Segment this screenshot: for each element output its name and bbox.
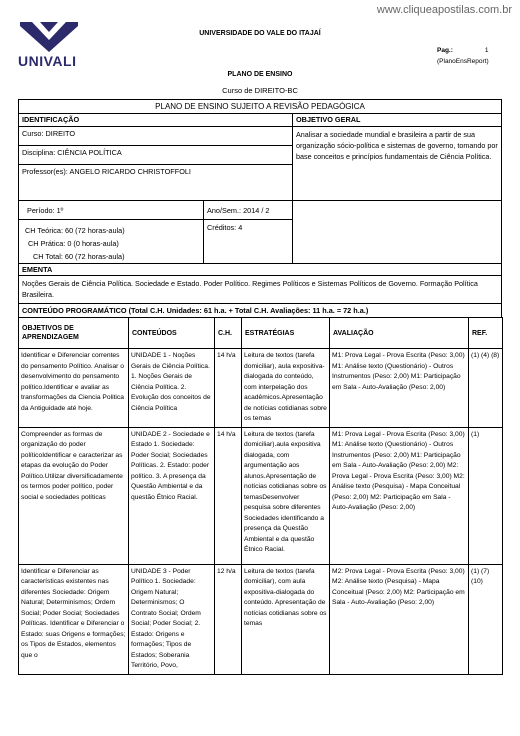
cell-ch: 14 h/a xyxy=(215,349,242,428)
periodo-label: Período: xyxy=(27,206,55,215)
cell-estrategias: Leitura de textos (tarefa domiciliar), com aula expositiva-dialogada do conteúdo. Apresentação de notícias cotidianas sobre os temas xyxy=(242,564,330,674)
table-header-row xyxy=(19,318,503,349)
header-conteudos: CONTEÚDOS xyxy=(129,318,215,349)
periodo-value: 1º xyxy=(56,206,64,215)
cell-estrategias: Leitura de textos (tarefa domiciliar).aula expositiva dialogada, com argumentação aos alunos.Apresentação de notícias cotidianas sobre os temasDesenvolver pesquisa sobre diferentes Sociedades identificando a presença da Questão Ambiental e da questão Étnico Racial. xyxy=(242,427,330,564)
disciplina-label: Disciplina: xyxy=(22,148,56,157)
table-row xyxy=(19,427,503,564)
ch-total-label: CH Total: xyxy=(33,252,63,261)
curso-label: Curso: xyxy=(22,129,44,138)
curso-value: DIREITO xyxy=(45,129,75,138)
ch-pratica-row xyxy=(25,237,197,250)
header-ch: C.H. xyxy=(215,318,242,349)
cell-ch: 12 h/a xyxy=(215,564,242,674)
ch-total-row xyxy=(25,250,197,263)
cell-objetivos: Identificar e Diferenciar correntes do pensamento Político. Analisar o desenvolvimento do pensamento político.Identificar e avaliar as transformações da Ciencia Politica da Antiguidade até hoje. xyxy=(19,349,129,428)
objetivo-geral-text: Analisar a sociedade mundial e brasileira a partir de sua organização sócio-política e sistemas de governo, tomando por base conceitos e princípios fundamentais de Ciência Política. xyxy=(292,126,502,201)
disciplina-field xyxy=(18,145,293,165)
cell-objetivos: Compreender as formas de organização do poder políticoIdentificar e caracterizar as etapas da evolução do Poder Político.Utilizar diversificadamente os termos poder político, poder social e sociedades políticas xyxy=(19,427,129,564)
main-title: PLANO DE ENSINO SUJEITO A REVISÃO PEDAGÓGICA xyxy=(18,99,502,114)
creditos-label: Créditos: xyxy=(207,223,237,232)
page-indicator xyxy=(437,47,489,54)
cell-avaliacao: M2: Prova Legal - Prova Escrita (Peso: 3,00) M2: Análise texto (Pesquisa) - Mapa Conceitual (Peso: 2,00) M2: Participação em Sala - Auto-Avaliação (Peso: 2,00) xyxy=(330,564,469,674)
ch-teorica-row xyxy=(25,224,197,237)
conteudo-programatico-heading: CONTEÚDO PROGRAMÁTICO (Total C.H. Unidades: 61 h.a. + Total C.H. Avaliações: 11 h.a. = 72 h.a.) xyxy=(18,303,502,318)
ementa-heading: EMENTA xyxy=(18,263,502,276)
header-ref: REF. xyxy=(469,318,503,349)
cell-avaliacao: M1: Prova Legal - Prova Escrita (Peso: 3,00) M1: Análise texto (Questionário) - Outros Instrumentos (Peso: 2,00) M1: Participação em Sala - Auto-Avaliação (Peso: 2,00) M2: Prova Legal - Prova Escrita (Peso: 3,00) M2: Análise texto (Pesquisa) - Mapa Conceitual (Peso: 2,00) M2: Participação em Sala - Auto-Avaliação (Peso: 2,00) xyxy=(330,427,469,564)
cell-conteudos: UNIDADE 1 - Noções Gerais de Ciência Política. 1. Noções Gerais de Ciência Política. 2. Evolução dos conceitos de Ciência Política xyxy=(129,349,215,428)
professor-field xyxy=(18,164,293,201)
ementa-text: Noções Gerais de Ciência Política. Sociedade e Estado. Poder Político. Regimes Políticos e Sistemas Políticos de Governo. Formação Política Brasileira. xyxy=(18,275,502,304)
university-name: UNIVERSIDADE DO VALE DO ITAJAÍ xyxy=(199,30,321,37)
carga-horaria-field xyxy=(18,219,204,264)
header-avaliacao: AVALIAÇÃO xyxy=(330,318,469,349)
cell-objetivos: Identificar e Diferenciar as características existentes nas diferentes Sociedade: Origem Natural; Determinismos; Ordem Social; Poder Social; Sociedades Políticas. Identificar e Diferenciar o Estado: suas Origens e formações; os Tipos de Estados, elementos que o xyxy=(19,564,129,674)
ch-total-value: 60 (72 horas-aula) xyxy=(64,252,125,261)
table-row xyxy=(19,564,503,674)
professor-value: ANGELO RICARDO CHRISTOFFOLI xyxy=(69,167,191,176)
cell-conteudos: UNIDADE 3 - Poder Político 1. Sociedade: Origem Natural; Determinismos; O Contrato Social; Ordem Social; Poder Social; 2. Estado: Origens e formações; Tipos de Estados; Soberania Território, Povo, xyxy=(129,564,215,674)
creditos-value: 4 xyxy=(238,223,243,232)
cell-conteudos: UNIDADE 2 - Sociedade e Estado 1. Sociedade: Poder Social; Sociedades Políticas. 2. Estado: poder político. 3. A presença da Questão Ambiental e da questão Étnico Racial. xyxy=(129,427,215,564)
cell-avaliacao: M1: Prova Legal - Prova Escrita (Peso: 3,00) M1: Análise texto (Questionário) - Outros Instrumentos (Peso: 2,00) M1: Participação em Sala - Auto-Avaliação (Peso: 2,00) xyxy=(330,349,469,428)
logo-wordmark: UNIVALI xyxy=(18,53,77,69)
plan-title: PLANO DE ENSINO xyxy=(227,71,293,78)
anosem-field xyxy=(203,200,293,220)
identificacao-heading: IDENTIFICAÇÃO xyxy=(18,113,293,127)
professor-label: Professor(es): xyxy=(22,167,68,176)
objetivo-geral-filler xyxy=(292,200,502,264)
disciplina-value: CIÊNCIA POLÍTICA xyxy=(57,148,122,157)
ch-pratica-value: 0 (0 horas-aula) xyxy=(67,239,119,248)
ch-pratica-label: CH Prática: xyxy=(28,239,66,248)
course-title: Curso de DIREITO-BC xyxy=(222,86,298,95)
header-estrategias: ESTRATÉGIAS xyxy=(242,318,330,349)
periodo-field xyxy=(18,200,204,220)
anosem-label: Ano/Sem.: xyxy=(207,206,242,215)
watermark: www.cliqueapostilas.com.br xyxy=(376,4,512,16)
curso-field xyxy=(18,126,293,146)
doc-ref: (PlanoEnsReport) xyxy=(437,58,489,65)
ch-teorica-value: 60 (72 horas-aula) xyxy=(65,226,125,235)
cell-ref: (1) (4) (8) xyxy=(469,349,503,428)
cell-ch: 14 h/a xyxy=(215,427,242,564)
page-label: Pag.: xyxy=(437,47,453,54)
objetivo-geral-heading: OBJETIVO GERAL xyxy=(292,113,502,127)
cell-ref: (1) xyxy=(469,427,503,564)
conteudo-table xyxy=(18,317,503,675)
anosem-value: 2014 / 2 xyxy=(243,206,270,215)
creditos-field xyxy=(203,219,293,264)
page-number: 1 xyxy=(484,47,489,54)
header-objetivos: OBJETIVOS DE APRENDIZAGEM xyxy=(19,318,129,349)
univali-emblem-icon xyxy=(18,22,80,52)
ch-teorica-label: CH Teórica: xyxy=(25,226,63,235)
table-row xyxy=(19,349,503,428)
cell-estrategias: Leitura de textos (tarefa domiciliar), aula expositiva-dialogada do conteúdo, com interpelação dos acadêmicos.Apresentação de notícias cotidianas sobre os temas xyxy=(242,349,330,428)
cell-ref: (1) (7) (10) xyxy=(469,564,503,674)
